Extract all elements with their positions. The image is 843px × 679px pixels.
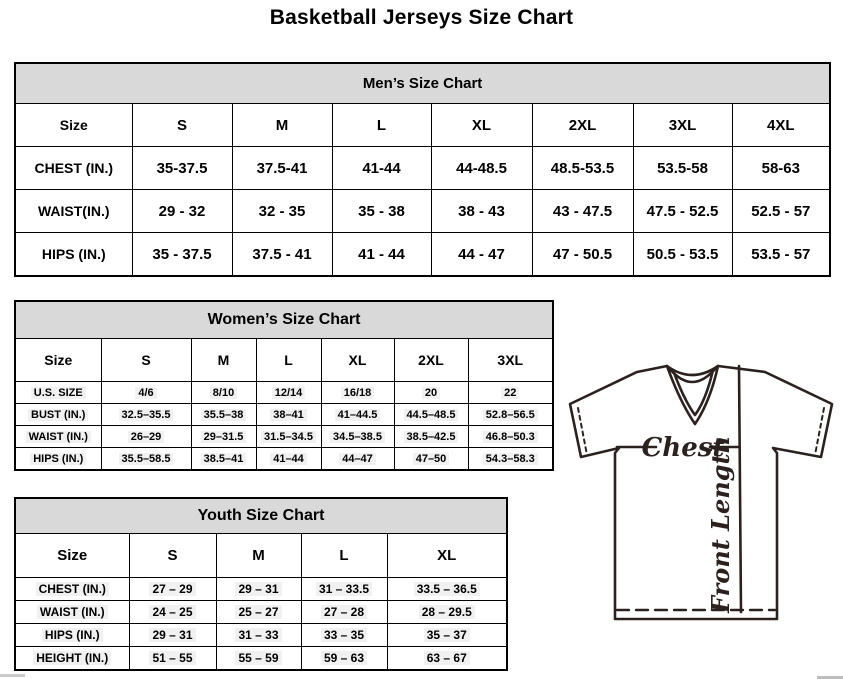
jersey-measurement-diagram [562, 356, 840, 628]
column-header: XL [387, 534, 507, 578]
table-row [15, 448, 553, 471]
column-header: L [256, 339, 321, 382]
size-value-cell: 43 - 47.5 [532, 190, 633, 233]
table-row [15, 426, 553, 448]
size-value-cell: 35-37.5 [132, 147, 232, 190]
size-value-cell: 35.5–58.5 [101, 448, 191, 471]
size-value-cell: 41–44.5 [321, 404, 394, 426]
column-header: 3XL [468, 339, 553, 382]
size-value-cell: 35 - 38 [332, 190, 431, 233]
column-header: M [191, 339, 256, 382]
size-value-cell: 12/14 [256, 382, 321, 404]
table-row [15, 147, 830, 190]
size-value-cell: 4/6 [101, 382, 191, 404]
row-label: HIPS (IN.) [15, 233, 132, 277]
size-value-cell: 28 – 29.5 [387, 601, 507, 624]
table-row [15, 339, 553, 382]
column-header: 3XL [633, 104, 732, 147]
size-value-cell: 46.8–50.3 [468, 426, 553, 448]
table-row [15, 404, 553, 426]
table-row [15, 382, 553, 404]
size-value-cell: 16/18 [321, 382, 394, 404]
column-header: Size [15, 534, 129, 578]
row-label: HIPS (IN.) [15, 624, 129, 647]
womens-size-chart-table [14, 300, 554, 471]
size-value-cell: 33 – 35 [301, 624, 387, 647]
size-value-cell: 27 – 28 [301, 601, 387, 624]
size-value-cell: 44.5–48.5 [394, 404, 468, 426]
column-header: S [129, 534, 216, 578]
size-value-cell: 52.8–56.5 [468, 404, 553, 426]
column-header: 2XL [532, 104, 633, 147]
size-value-cell: 47 - 50.5 [532, 233, 633, 277]
table-row [15, 190, 830, 233]
table-row [15, 301, 553, 339]
row-label: WAIST (IN.) [15, 426, 101, 448]
size-value-cell: 63 – 67 [387, 647, 507, 671]
size-value-cell: 29 – 31 [129, 624, 216, 647]
page-title: Basketball Jerseys Size Chart [269, 6, 574, 29]
size-value-cell: 44–47 [321, 448, 394, 471]
size-value-cell: 27 – 29 [129, 578, 216, 601]
column-header: 2XL [394, 339, 468, 382]
table-row [15, 534, 507, 578]
row-label: CHEST (IN.) [15, 578, 129, 601]
size-value-cell: 44-48.5 [431, 147, 532, 190]
table-row [15, 578, 507, 601]
table-row [15, 601, 507, 624]
size-value-cell: 29 - 32 [132, 190, 232, 233]
size-value-cell: 41-44 [332, 147, 431, 190]
size-value-cell: 55 – 59 [216, 647, 301, 671]
youth-chart-title: Youth Size Chart [15, 498, 507, 534]
row-label: BUST (IN.) [15, 404, 101, 426]
size-value-cell: 33.5 – 36.5 [387, 578, 507, 601]
column-header: XL [321, 339, 394, 382]
size-value-cell: 41–44 [256, 448, 321, 471]
size-value-cell: 20 [394, 382, 468, 404]
column-header: M [232, 104, 332, 147]
row-label: WAIST(IN.) [15, 190, 132, 233]
size-value-cell: 47–50 [394, 448, 468, 471]
size-value-cell: 37.5 - 41 [232, 233, 332, 277]
column-header: L [332, 104, 431, 147]
womens-chart-title: Women’s Size Chart [15, 301, 553, 339]
column-header: Size [15, 339, 101, 382]
size-value-cell: 35 – 37 [387, 624, 507, 647]
column-header: M [216, 534, 301, 578]
jersey-diagram-icon [562, 356, 840, 628]
column-header: S [101, 339, 191, 382]
size-value-cell: 59 – 63 [301, 647, 387, 671]
size-value-cell: 53.5-58 [633, 147, 732, 190]
column-header: L [301, 534, 387, 578]
size-value-cell: 38.5–41 [191, 448, 256, 471]
row-label: HEIGHT (IN.) [15, 647, 129, 671]
size-value-cell: 44 - 47 [431, 233, 532, 277]
size-value-cell: 26–29 [101, 426, 191, 448]
size-value-cell: 24 – 25 [129, 601, 216, 624]
youth-size-chart-table [14, 497, 508, 671]
size-value-cell: 52.5 - 57 [732, 190, 830, 233]
front-length-label: Front Length [706, 435, 735, 613]
size-value-cell: 38.5–42.5 [394, 426, 468, 448]
size-value-cell: 35.5–38 [191, 404, 256, 426]
size-value-cell: 29 – 31 [216, 578, 301, 601]
size-value-cell: 47.5 - 52.5 [633, 190, 732, 233]
size-value-cell: 51 – 55 [129, 647, 216, 671]
size-value-cell: 31 – 33 [216, 624, 301, 647]
size-value-cell: 35 - 37.5 [132, 233, 232, 277]
size-value-cell: 32.5–35.5 [101, 404, 191, 426]
row-label: CHEST (IN.) [15, 147, 132, 190]
size-value-cell: 34.5–38.5 [321, 426, 394, 448]
row-label: WAIST (IN.) [15, 601, 129, 624]
row-label: HIPS (IN.) [15, 448, 101, 471]
size-value-cell: 54.3–58.3 [468, 448, 553, 471]
chest-label: Chest [641, 433, 725, 463]
size-value-cell: 32 - 35 [232, 190, 332, 233]
size-value-cell: 22 [468, 382, 553, 404]
size-value-cell: 48.5-53.5 [532, 147, 633, 190]
column-header: 4XL [732, 104, 830, 147]
size-value-cell: 29–31.5 [191, 426, 256, 448]
size-value-cell: 38–41 [256, 404, 321, 426]
column-header: Size [15, 104, 132, 147]
size-value-cell: 38 - 43 [431, 190, 532, 233]
size-value-cell: 31 – 33.5 [301, 578, 387, 601]
size-value-cell: 8/10 [191, 382, 256, 404]
mens-chart-title: Men’s Size Chart [15, 63, 830, 104]
size-value-cell: 58-63 [732, 147, 830, 190]
table-row [15, 647, 507, 671]
column-header: S [132, 104, 232, 147]
size-value-cell: 53.5 - 57 [732, 233, 830, 277]
size-value-cell: 41 - 44 [332, 233, 431, 277]
scan-artifact-strip-left [0, 674, 25, 677]
mens-size-chart-table [14, 62, 831, 277]
table-row [15, 104, 830, 147]
size-value-cell: 25 – 27 [216, 601, 301, 624]
table-row [15, 233, 830, 277]
column-header: XL [431, 104, 532, 147]
table-row [15, 63, 830, 104]
size-value-cell: 50.5 - 53.5 [633, 233, 732, 277]
size-value-cell: 37.5-41 [232, 147, 332, 190]
size-value-cell: 31.5–34.5 [256, 426, 321, 448]
table-row [15, 624, 507, 647]
table-row [15, 498, 507, 534]
row-label: U.S. SIZE [15, 382, 101, 404]
